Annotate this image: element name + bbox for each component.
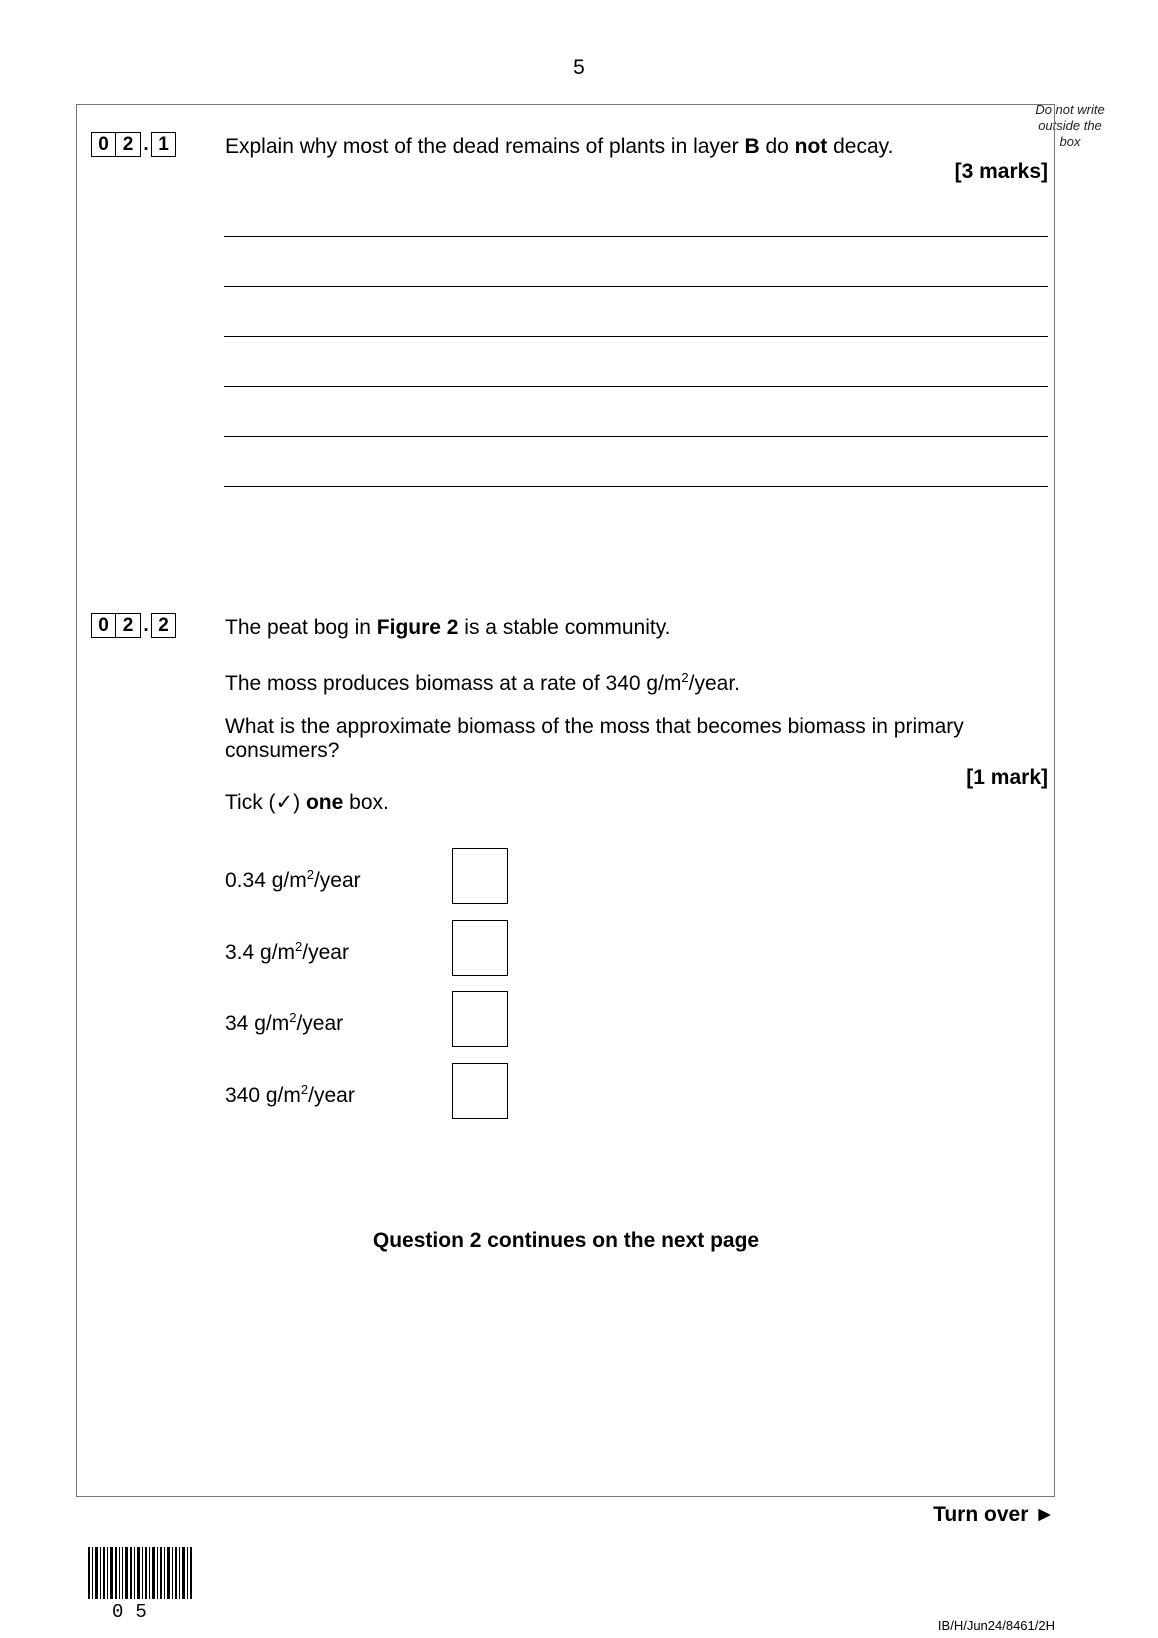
margin-note-line: Do not write <box>1035 102 1105 117</box>
text-run: /year. <box>688 672 741 695</box>
margin-note-line: outside the <box>1038 118 1102 133</box>
option-tick-box[interactable] <box>452 920 508 976</box>
option-tick-box[interactable] <box>452 848 508 904</box>
question-02-2-marks: [1 mark] <box>966 766 1048 789</box>
question-02-2-line1 <box>225 616 671 640</box>
option-label <box>225 1082 355 1108</box>
answer-line[interactable] <box>224 436 1048 437</box>
page-number: 5 <box>573 56 585 79</box>
question-digit-box: 2 <box>116 132 141 157</box>
superscript: 2 <box>289 1010 297 1025</box>
margin-note-line: box <box>1059 134 1081 149</box>
superscript: 2 <box>306 867 314 882</box>
option-label <box>225 939 349 965</box>
text-run: box. <box>343 791 389 814</box>
continue-note: Question 2 continues on the next page <box>372 1229 760 1252</box>
question-digit-box: 1 <box>151 132 176 157</box>
text-run: /year <box>302 941 349 964</box>
answer-line[interactable] <box>224 336 1048 337</box>
question-digit-box: 2 <box>116 613 141 638</box>
text-run-bold: B <box>744 135 760 158</box>
option-label <box>225 867 361 893</box>
text-run: is a stable community. <box>458 616 671 639</box>
question-number-02-1 <box>91 132 176 157</box>
text-run: 340 g/m <box>225 1084 301 1107</box>
text-run: decay. <box>827 135 894 158</box>
barcode-digits: 05 <box>112 1601 159 1623</box>
question-dot: . <box>143 614 149 636</box>
question-digit-box: 2 <box>151 613 176 638</box>
text-run-bold: Figure 2 <box>376 616 459 639</box>
tick-instruction <box>225 791 389 815</box>
text-run: Explain why most of the dead remains of plants in layer <box>225 135 745 158</box>
question-02-1-text <box>225 135 893 159</box>
answer-line[interactable] <box>224 236 1048 237</box>
question-digit-box: 0 <box>91 132 116 157</box>
option-tick-box[interactable] <box>452 991 508 1047</box>
answer-line[interactable] <box>224 486 1048 487</box>
text-run: Tick (✓) <box>225 791 306 814</box>
option-label <box>225 1010 343 1036</box>
superscript: 2 <box>295 939 303 954</box>
answer-frame <box>76 104 1055 1497</box>
text-run: 3.4 g/m <box>225 941 296 964</box>
superscript: 2 <box>300 1082 309 1097</box>
answer-line[interactable] <box>224 386 1048 387</box>
text-run: The peat bog in <box>225 616 377 639</box>
answer-line[interactable] <box>224 286 1048 287</box>
option-tick-box[interactable] <box>452 1063 508 1119</box>
text-run: /year <box>308 1084 355 1107</box>
question-digit-box: 0 <box>91 613 116 638</box>
question-02-2-line3: What is the approximate biomass of the moss that becomes biomass in primary consumers? <box>225 715 964 762</box>
text-run: /year <box>296 1012 344 1035</box>
text-run-bold: not <box>794 135 828 158</box>
text-run: /year <box>313 869 361 892</box>
text-run: do <box>759 135 795 158</box>
barcode-icon <box>88 1547 192 1599</box>
question-number-02-2 <box>91 613 176 638</box>
question-02-1-marks: [3 marks] <box>954 160 1048 183</box>
text-run: 34 g/m <box>225 1012 290 1035</box>
question-02-2-line2 <box>225 666 740 696</box>
text-run: 0.34 g/m <box>225 869 307 892</box>
text-run: The moss produces biomass at a rate of 340 g/m <box>225 672 682 695</box>
paper-reference-code: IB/H/Jun24/8461/2H <box>937 1618 1055 1633</box>
text-run-bold: one <box>305 791 344 814</box>
question-dot: . <box>143 133 149 155</box>
superscript: 2 <box>681 670 689 685</box>
turn-over-label: Turn over ► <box>933 1503 1055 1526</box>
